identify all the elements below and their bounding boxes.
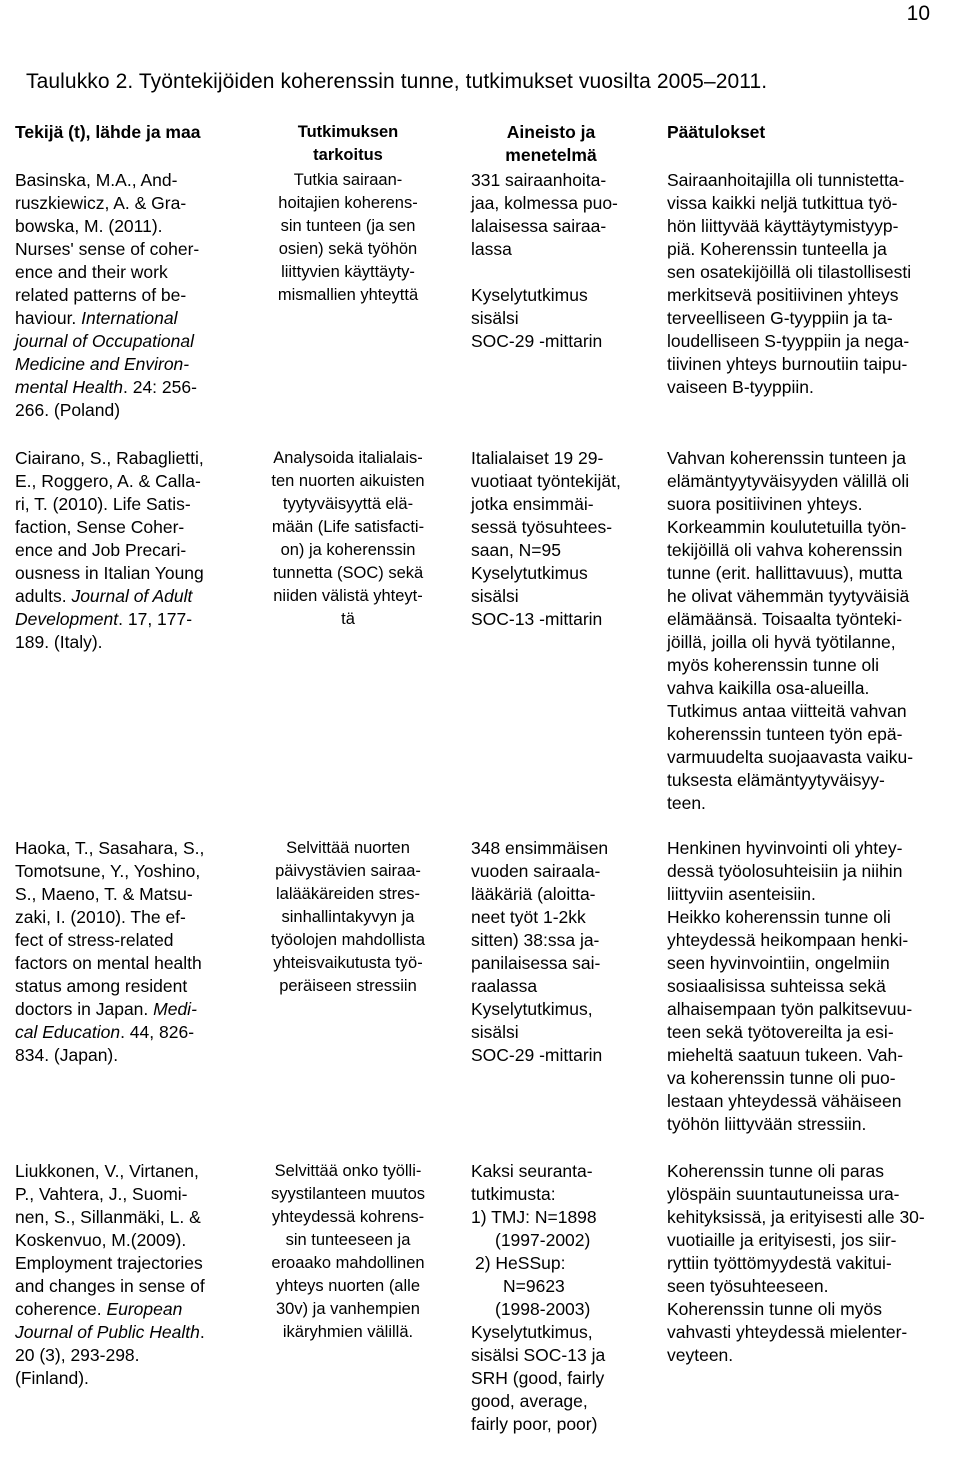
text-line: neet työt 1-2kk (471, 907, 586, 927)
text-line: piä. Koherenssin tunteella ja (667, 239, 887, 259)
header-line: menetelmä (505, 145, 597, 165)
text-segment: . (199, 1322, 205, 1342)
text-line: mään (Life satisfacti- (271, 518, 425, 536)
journal-title: Development (15, 609, 119, 629)
text-line: ten nuorten aikuisten (271, 472, 425, 490)
text-segment: 189. (Italy). (15, 632, 103, 652)
text-line: Heikko koherenssin tunne oli (667, 907, 891, 927)
text-line (15, 1021, 245, 1044)
table-cell-material (471, 169, 651, 353)
text-line: vissa kaikki neljä tutkittua työ- (667, 193, 898, 213)
text-segment: Liukkonen, V., Virtanen, (15, 1161, 199, 1181)
table-cell-results (667, 169, 957, 399)
text-line: sisälsi (471, 1022, 519, 1042)
text-line: Selvittää onko työlli- (274, 1162, 422, 1180)
text-line (15, 562, 245, 585)
journal-title: cal Education (15, 1022, 121, 1042)
text-line: Kyselytutkimus (471, 563, 588, 583)
text-segment: nen, S., Sillanmäki, L. & (15, 1207, 201, 1227)
text-line: Selvittää nuorten (286, 839, 410, 857)
text-line: sisälsi (471, 586, 519, 606)
text-line: Tutkimus antaa viitteitä vahvan (667, 701, 907, 721)
text-line: alhaisempaan työn palkitsevuu- (667, 999, 913, 1019)
text-segment: S., Maeno, T. & Matsu- (15, 884, 193, 904)
table-cell-purpose (258, 447, 438, 631)
header-line: Aineisto ja (506, 122, 596, 142)
text-line: kehityksissä, ja erityisesti alle 30- (667, 1207, 925, 1227)
text-line: tunne (erit. hallittavuus), mutta (667, 563, 903, 583)
text-line: yhteydessä heikompaan henki- (667, 930, 909, 950)
text-line: lassa (471, 239, 512, 259)
journal-title: International (81, 308, 178, 328)
text-line (15, 470, 245, 493)
text-line (15, 585, 245, 608)
text-line: liittyviin asenteisiin. (667, 884, 816, 904)
text-line: Henkinen hyvinvointi oli yhtey- (667, 838, 903, 858)
text-line: 1) TMJ: N=1898 (471, 1207, 597, 1227)
text-segment: . 17, 177- (118, 609, 193, 629)
text-line: sin tunteen (ja sen (280, 217, 416, 235)
text-line (15, 307, 245, 330)
text-line (15, 238, 245, 261)
text-segment: coherence. (15, 1299, 107, 1319)
text-line: vahva kaikilla osa-alueilla. (667, 678, 870, 698)
text-line (15, 1206, 245, 1229)
text-line (15, 330, 245, 353)
text-line (15, 1321, 245, 1344)
text-line (15, 399, 245, 422)
text-segment: adults. (15, 586, 72, 606)
text-line (15, 376, 245, 399)
text-line: sitten) 38:ssa ja- (471, 930, 600, 950)
text-line: hön liittyvää käyttäytymistyyp- (667, 216, 899, 236)
text-line: tuksesta elämäntyytyväisyy- (667, 770, 885, 790)
text-line: Sairaanhoitajilla oli tunnistetta- (667, 170, 905, 190)
text-line: terveelliseen G-tyyppiin ja ta- (667, 308, 893, 328)
text-line: SOC-13 -mittarin (471, 609, 603, 629)
text-line: ryttiin työttömyydestä vakitui- (667, 1253, 892, 1273)
text-line: osien) sekä työhön (278, 240, 418, 258)
text-line: Analysoida italialais- (273, 449, 423, 467)
column-header-material (471, 121, 631, 167)
text-line: tutkimusta: (471, 1184, 556, 1204)
text-segment: zaki, I. (2010). The ef- (15, 907, 186, 927)
text-line: seen hyvinvointiin, ongelmiin (667, 953, 890, 973)
text-segment: Nurses' sense of coher- (15, 239, 200, 259)
text-line: lalääkäreiden stres- (276, 885, 420, 903)
text-line: elämäänsä. Toisaalta työnteki- (667, 609, 903, 629)
text-line (15, 998, 245, 1021)
text-segment: E., Roggero, A. & Calla- (15, 471, 201, 491)
text-line: sessä työsuhtees- (471, 517, 613, 537)
text-line: vuotiaille ja erityisesti, jos siir- (667, 1230, 897, 1250)
journal-title: Medicine and Environ- (15, 354, 190, 374)
text-segment: faction, Sense Coher- (15, 517, 185, 537)
text-line (15, 883, 245, 906)
text-line (15, 1367, 245, 1390)
text-line: peräiseen stressiin (279, 977, 417, 995)
text-line: 331 sairaanhoita- (471, 170, 607, 190)
text-line: liittyvien käyttäyty- (281, 263, 415, 281)
text-segment: status among resident (15, 976, 188, 996)
text-line: yhteydessä kohrens- (271, 1208, 425, 1226)
journal-title: European (106, 1299, 183, 1319)
text-line: mieheltä saatuun tukeen. Vah- (667, 1045, 904, 1065)
text-line (15, 192, 245, 215)
text-line: vaiseen B-tyyppiin. (667, 377, 814, 397)
text-line: N=9623 (503, 1276, 565, 1296)
text-line: hoitajien koherens- (278, 194, 418, 212)
text-segment: ence and their work (15, 262, 168, 282)
text-line: seen työsuhteeseen. (667, 1276, 829, 1296)
text-segment: ri, T. (2010). Life Satis- (15, 494, 191, 514)
text-line: syystilanteen muutos (270, 1185, 426, 1203)
text-line: va koherenssin tunne oli puo- (667, 1068, 896, 1088)
text-segment: Tomotsune, Y., Yoshino, (15, 861, 201, 881)
text-line: sosiaalisissa suhteissa sekä (667, 976, 886, 996)
text-segment: . 44, 826- (120, 1022, 195, 1042)
text-line: Tutkia sairaan- (293, 171, 403, 189)
text-line: tyytyväisyyttä elä- (282, 495, 414, 513)
text-segment: haviour. (15, 308, 82, 328)
text-line: good, average, (471, 1391, 588, 1411)
column-header-purpose (258, 121, 438, 167)
text-line: veyteen. (667, 1345, 734, 1365)
text-line (471, 261, 651, 284)
text-line: teen sekä työtovereilta ja esi- (667, 1022, 894, 1042)
text-line: merkitsevä positiivinen yhteys (667, 285, 899, 305)
table-cell-purpose (258, 169, 438, 307)
text-line: tä (341, 610, 355, 628)
text-line (15, 215, 245, 238)
text-line: yhteisvaikutusta työ- (273, 954, 423, 972)
text-line: lalaisessa sairaa- (471, 216, 607, 236)
table-cell-results (667, 837, 957, 1136)
text-line: raalassa (471, 976, 538, 996)
header-line: Tutkimuksen (297, 123, 399, 141)
text-segment: factors on mental health (15, 953, 202, 973)
text-line: SOC-29 -mittarin (471, 1045, 603, 1065)
text-line: päivystävien sairaa- (275, 862, 421, 880)
text-segment: Haoka, T., Sasahara, S., (15, 838, 205, 858)
text-line: dessä työolosuhteisiin ja niihin (667, 861, 903, 881)
text-line: jaa, kolmessa puo- (471, 193, 618, 213)
text-segment: Ciairano, S., Rabaglietti, (15, 448, 204, 468)
text-segment: (Finland). (15, 1368, 89, 1388)
text-line (15, 1252, 245, 1275)
table-cell-results (667, 447, 957, 815)
text-line: eroaako mahdollinen (271, 1254, 425, 1272)
text-line: työhön liittyvään stressiin. (667, 1114, 867, 1134)
table-cell-material (471, 837, 651, 1067)
text-line: suora positiivinen yhteys. (667, 494, 863, 514)
text-line (15, 1183, 245, 1206)
text-segment: bowska, M. (2011). (15, 216, 163, 236)
text-segment: ence and Job Precari- (15, 540, 187, 560)
text-line (15, 608, 245, 631)
table-cell-author (15, 837, 245, 1067)
text-line (15, 1160, 245, 1183)
text-line (15, 169, 245, 192)
text-line (15, 631, 245, 654)
text-line (15, 906, 245, 929)
text-line: työolojen mahdollista (270, 931, 426, 949)
text-line (15, 837, 245, 860)
text-line: (1997-2002) (495, 1230, 591, 1250)
text-line: (1998-2003) (495, 1299, 591, 1319)
text-line: lääkäriä (aloitta- (471, 884, 596, 904)
text-line: ikäryhmien välillä. (282, 1323, 414, 1341)
journal-title: Journal of Public Health (15, 1322, 200, 1342)
table-caption: Taulukko 2. Työntekijöiden koherenssin tunne, tutkimukset vuosilta 2005–2011. (26, 70, 768, 93)
text-line: sinhallintakyvyn ja (281, 908, 415, 926)
text-line: he olivat vähemmän tyytyväisiä (667, 586, 910, 606)
table-cell-author (15, 447, 245, 654)
text-line (15, 1298, 245, 1321)
text-line (15, 1229, 245, 1252)
text-line (15, 284, 245, 307)
text-segment: 266. (Poland) (15, 400, 121, 420)
journal-title: mental Health (15, 377, 123, 397)
text-line (15, 952, 245, 975)
text-line: vuoden sairaala- (471, 861, 601, 881)
text-line (15, 447, 245, 470)
text-segment: Employment trajectories (15, 1253, 203, 1273)
text-line: sen osatekijöillä oli tilastollisesti (667, 262, 912, 282)
page-number: 10 (906, 2, 930, 25)
text-line: vuotiaat työntekijät, (471, 471, 621, 491)
text-line: Kaksi seuranta- (471, 1161, 593, 1181)
text-line (15, 1344, 245, 1367)
text-line: niiden välistä yhteyt- (273, 587, 423, 605)
text-line: 348 ensimmäisen (471, 838, 609, 858)
column-header-results: Päätulokset (667, 122, 766, 142)
column-header-author: Tekijä (t), lähde ja maa (15, 122, 201, 142)
text-line: sisälsi (471, 308, 519, 328)
text-line: Vahvan koherenssin tunteen ja (667, 448, 907, 468)
text-line: loudelliseen S-tyyppiin ja nega- (667, 331, 910, 351)
text-line: saan, N=95 (471, 540, 561, 560)
text-line: tunnetta (SOC) sekä (272, 564, 424, 582)
text-segment: ousness in Italian Young (15, 563, 204, 583)
text-segment: Basinska, M.A., And- (15, 170, 178, 190)
text-line: koherenssin tunteen työn epä- (667, 724, 903, 744)
text-line (15, 353, 245, 376)
table-cell-author (15, 169, 245, 422)
text-segment: and changes in sense of (15, 1276, 205, 1296)
text-line (15, 539, 245, 562)
text-line: yhteys nuorten (alle (276, 1277, 420, 1295)
text-line: SRH (good, fairly (471, 1368, 605, 1388)
text-segment: fect of stress-related (15, 930, 174, 950)
text-line (15, 860, 245, 883)
text-line: jotka ensimmäi- (471, 494, 594, 514)
text-line (15, 493, 245, 516)
text-segment: Koskenvuo, M.(2009). (15, 1230, 187, 1250)
text-line (15, 516, 245, 539)
table-cell-material (471, 1160, 651, 1436)
text-line: myös koherenssin tunne oli (667, 655, 880, 675)
text-line: tiivinen yhteys burnoutiin taipu- (667, 354, 908, 374)
text-line: mismallien yhteyttä (277, 286, 419, 304)
text-line: elämäntyytyväisyyden välillä oli (667, 471, 910, 491)
text-segment: ruszkiewicz, A. & Gra- (15, 193, 187, 213)
table-cell-material (471, 447, 651, 631)
text-line: sin tunteeseen ja (285, 1231, 411, 1249)
text-line: Korkeammin koulutetuilla työn- (667, 517, 907, 537)
text-line: 2) HeSSup: (475, 1253, 566, 1273)
table-cell-results (667, 1160, 957, 1367)
text-segment: related patterns of be- (15, 285, 187, 305)
text-segment: doctors in Japan. (15, 999, 154, 1019)
text-line: jöillä, joilla oli hyvä työtilanne, (667, 632, 896, 652)
text-line: vahvasti yhteydessä mielenter- (667, 1322, 908, 1342)
text-line: on) ja koherenssin (280, 541, 416, 559)
text-segment: P., Vahtera, J., Suomi- (15, 1184, 188, 1204)
journal-title: Journal of Adult (71, 586, 193, 606)
text-line: Kyselytutkimus (471, 285, 588, 305)
text-line: fairly poor, poor) (471, 1414, 598, 1434)
text-line (15, 1275, 245, 1298)
text-line: Kyselytutkimus, (471, 1322, 593, 1342)
text-line (15, 1044, 245, 1067)
text-line: sisälsi SOC-13 ja (471, 1345, 606, 1365)
table-cell-purpose (258, 837, 438, 998)
text-line: Koherenssin tunne oli paras (667, 1161, 884, 1181)
text-segment: 834. (Japan). (15, 1045, 119, 1065)
text-line: Italialaiset 19 29- (471, 448, 604, 468)
text-line: lestaan yhteydessä vähäiseen (667, 1091, 902, 1111)
text-segment: 20 (3), 293-298. (15, 1345, 140, 1365)
text-line: SOC-29 -mittarin (471, 331, 603, 351)
text-line: panilaisessa sai- (471, 953, 601, 973)
journal-title: journal of Occupational (15, 331, 194, 351)
text-line: ylöspäin suuntautuneissa ura- (667, 1184, 900, 1204)
text-line: tekijöillä oli vahva koherenssin (667, 540, 903, 560)
text-segment: . 24: 256- (122, 377, 197, 397)
table-cell-purpose (258, 1160, 438, 1344)
text-line: teen. (667, 793, 706, 813)
text-line (15, 929, 245, 952)
text-line (15, 261, 245, 284)
header-line: tarkoitus (313, 146, 383, 164)
text-line (15, 975, 245, 998)
text-line: Kyselytutkimus, (471, 999, 593, 1019)
journal-title: Medi- (153, 999, 197, 1019)
text-line: varmuudelta suojaavasta vaiku- (667, 747, 914, 767)
text-line: Koherenssin tunne oli myös (667, 1299, 882, 1319)
table-cell-author (15, 1160, 245, 1390)
text-line: 30v) ja vanhempien (275, 1300, 420, 1318)
